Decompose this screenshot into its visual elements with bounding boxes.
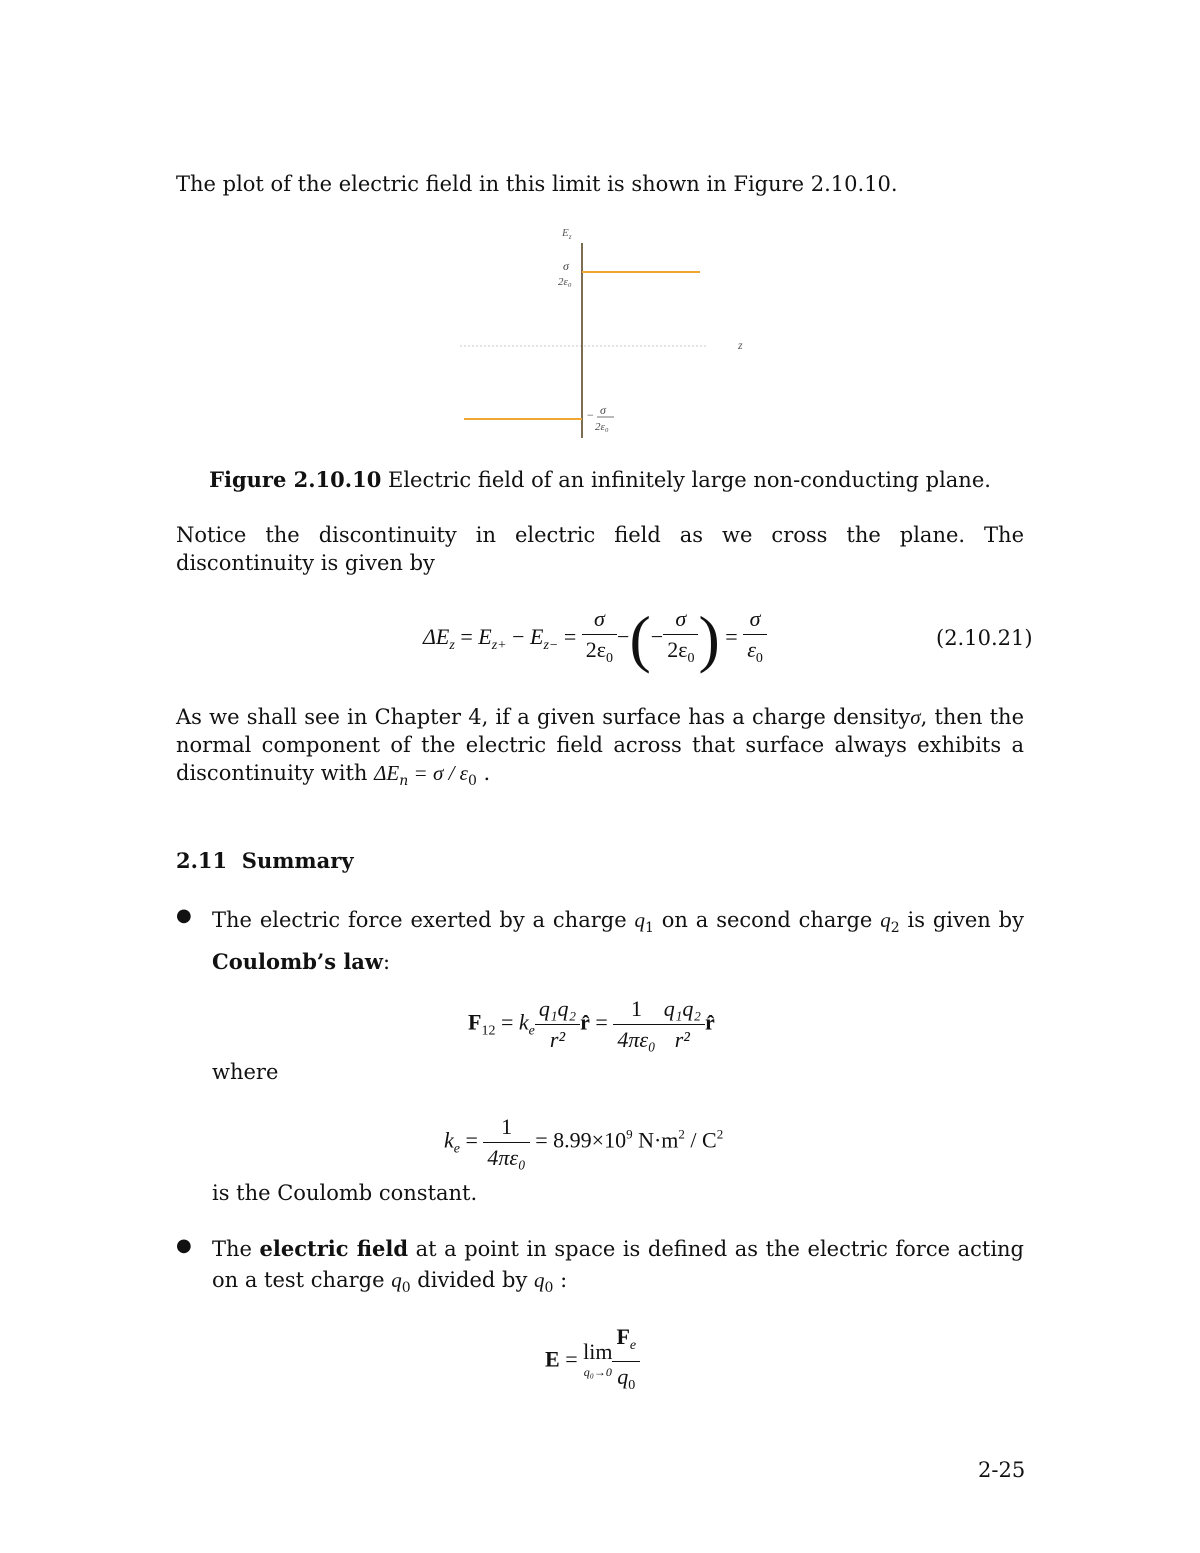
x-axis-label: z [738,338,743,352]
coulomb-constant-text: is the Coulomb constant. [212,1181,478,1205]
bullet-electric-field: The electric field at a point in space is defined as the electric force acting on a test charge $q_0$ divided by $q_0$ : [212,1236,1025,1296]
paragraph-chapter4: As we shall see in Chapter 4, if a given surface has a charge densityσ, then the normal component of the electric field across that surface always exhibits a discontinuity with $\Delta E_n = \sigma / \varepsilon_0$ . [176,705,1024,789]
electric-field-plot [440,215,770,445]
equation-coulomb-constant: $k_e$ = $\frac{1}{\text{4πε₀}}$ = $8.99\times 10^9$ $N\cdot m^2 / C^2$ [444,1114,724,1170]
intro-text: The plot of the electric field in this limit is shown in Figure 2.10.10. [176,172,898,196]
top-value-den: 2ε₀ [558,276,572,288]
bullet-dot-2: ● [176,1235,192,1256]
bullet-coulomb: The electric force exerted by a charge $q_1$ on a second charge $q_2$ is given by Coulomb’s law: [212,908,1024,974]
paragraph-discontinuity: Notice the discontinuity in electric field as we cross the plane. The discontinuity is given by [176,523,1024,575]
figure-caption [0,466,1200,494]
equation-2-10-21: $\Delta E_z = E_{z+} - E_{z-}$ = $\frac{\sigma}{2\varepsilon_0}$ −(− $\frac{\sigma}{2\varepsilon_0}$ ) = $\frac{\sigma}{\varepsilon_0}$ [423,604,767,674]
caption-text: Electric field of an infinitely large non-conducting plane. [381,468,991,492]
bottom-value-num: σ [600,403,606,417]
equation-electric-field: E = lim q₀→0 $\frac{F_e}{q_0}$ [545,1322,640,1401]
caption-label: Figure 2.10.10 [209,467,382,492]
top-value-num: σ [563,259,569,273]
equation-coulomb-law: $F_{12} = k_e$ $\frac{\text{q₁q₂}}{\text{r²}}$ r̂ = $\frac{1}{\text{4πε₀}}$ $\frac{\text{q₁q₂}}{\text{r²}}$ r̂ [468,996,715,1052]
bullet-dot-1: ● [176,905,192,926]
where-text: where [212,1060,279,1084]
y-axis-label: $E_z$ [562,227,572,241]
section-heading: 2.11 Summary [176,848,354,873]
bottom-value-den: 2ε₀ [595,421,609,433]
page-number: 2-25 [978,1458,1026,1482]
equation-number-2-10-21: (2.10.21) [936,626,1033,650]
bottom-value-neg: − [587,408,594,422]
